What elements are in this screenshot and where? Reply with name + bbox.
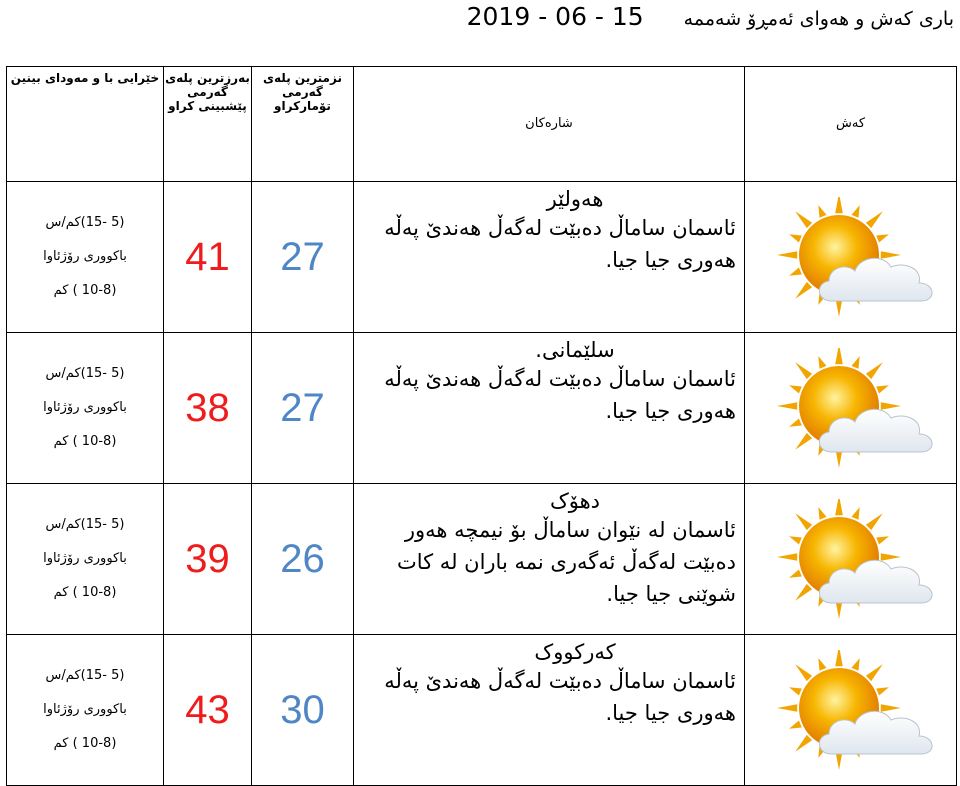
wind-cell bbox=[7, 484, 164, 635]
sun-ray bbox=[865, 513, 882, 530]
city-name: هەولێر bbox=[546, 187, 604, 211]
wind-speed: (5 -15)کم/س bbox=[45, 366, 125, 381]
weather-icon-cell bbox=[745, 333, 957, 484]
sun-ray bbox=[818, 356, 826, 369]
sun-ray bbox=[789, 419, 802, 427]
forecast-description: ئاسمان ساماڵ دەبێت لەگەڵ هەندێ پەڵە هەوری جیا جیا. bbox=[384, 669, 736, 725]
sun-ray bbox=[795, 211, 812, 228]
city-cell bbox=[354, 635, 745, 786]
min-temp: 26 bbox=[252, 484, 354, 635]
sun-cloud-icon bbox=[759, 197, 943, 317]
sun-ray bbox=[795, 282, 812, 299]
sun-ray bbox=[876, 385, 889, 393]
wind-speed: (5 -15)کم/س bbox=[45, 215, 125, 230]
wind-direction: باکووری رۆژئاوا bbox=[43, 400, 127, 415]
city-name: کەرکووک bbox=[534, 640, 616, 664]
header-weather: کەش bbox=[745, 67, 957, 182]
sun-ray bbox=[880, 402, 900, 410]
visibility: (10-8 ) کم bbox=[53, 736, 117, 751]
page-title bbox=[340, 2, 960, 36]
max-temp: 38 bbox=[164, 333, 252, 484]
sun-ray bbox=[795, 735, 812, 752]
table-row bbox=[7, 635, 957, 786]
sun-ray bbox=[835, 499, 843, 515]
city-name: دهۆک bbox=[549, 489, 601, 513]
forecast-description: ئاسمان لە نێوان ساماڵ بۆ نیمچە هەور دەبێت لەگەڵ ئەگەری نمە باران لە کات شوێنی جیا جیا. bbox=[396, 518, 736, 606]
visibility: (10-8 ) کم bbox=[53, 283, 117, 298]
sun-ray bbox=[880, 553, 900, 561]
sun-ray bbox=[880, 251, 900, 259]
sun-ray bbox=[789, 268, 802, 276]
wind-cell bbox=[7, 333, 164, 484]
sun-ray bbox=[777, 402, 797, 410]
sun-ray bbox=[789, 234, 802, 242]
header-wind: خێرایی با و مەودای بینین bbox=[7, 67, 164, 182]
weather-icon-cell bbox=[745, 635, 957, 786]
wind-speed: (5 -15)کم/س bbox=[45, 517, 125, 532]
sun-ray bbox=[795, 433, 812, 450]
city-cell bbox=[354, 182, 745, 333]
table-row bbox=[7, 182, 957, 333]
min-temp: 30 bbox=[252, 635, 354, 786]
sun-ray bbox=[795, 584, 812, 601]
sun-ray bbox=[865, 211, 882, 228]
sun-ray bbox=[835, 650, 843, 666]
sun-ray bbox=[789, 687, 802, 695]
sun-ray bbox=[876, 536, 889, 544]
visibility: (10-8 ) کم bbox=[53, 434, 117, 449]
sun-ray bbox=[818, 658, 826, 671]
sun-ray bbox=[818, 205, 826, 218]
header-row bbox=[7, 67, 957, 182]
sun-ray bbox=[851, 205, 859, 218]
sun-ray bbox=[777, 553, 797, 561]
sun-ray bbox=[851, 658, 859, 671]
min-temp: 27 bbox=[252, 333, 354, 484]
wind-direction: باکووری رۆژئاوا bbox=[43, 249, 127, 264]
sun-ray bbox=[880, 704, 900, 712]
sun-ray bbox=[789, 721, 802, 729]
header-cities: شارەکان bbox=[354, 67, 745, 182]
min-temp: 27 bbox=[252, 182, 354, 333]
sun-ray bbox=[795, 513, 812, 530]
sun-ray bbox=[876, 687, 889, 695]
sun-cloud-icon bbox=[759, 650, 943, 770]
forecast-description: ئاسمان ساماڵ دەبێت لەگەڵ هەندێ پەڵە هەوری جیا جیا. bbox=[384, 216, 736, 272]
sun-ray bbox=[789, 570, 802, 578]
sun-ray bbox=[777, 251, 797, 259]
sun-ray bbox=[851, 507, 859, 520]
title-text: باری کەش و هەوای ئەمڕۆ شەممە bbox=[683, 8, 954, 30]
weather-icon-cell bbox=[745, 484, 957, 635]
sun-ray bbox=[835, 348, 843, 364]
city-cell bbox=[354, 333, 745, 484]
sun-ray bbox=[789, 385, 802, 393]
title-date: 2019 - 06 - 15 bbox=[466, 2, 644, 31]
forecast-table bbox=[6, 66, 957, 786]
header-max: بەرزترین پلەی گەرمی پێشبینی کراو bbox=[164, 67, 252, 182]
city-name: سلێمانی. bbox=[535, 338, 615, 362]
wind-direction: باکووری رۆژئاوا bbox=[43, 702, 127, 717]
sun-ray bbox=[835, 197, 843, 213]
sun-ray bbox=[795, 664, 812, 681]
sun-cloud-icon bbox=[759, 348, 943, 468]
sun-ray bbox=[851, 356, 859, 369]
sun-cloud-icon bbox=[759, 499, 943, 619]
table-row bbox=[7, 333, 957, 484]
max-temp: 41 bbox=[164, 182, 252, 333]
wind-cell bbox=[7, 182, 164, 333]
max-temp: 39 bbox=[164, 484, 252, 635]
wind-direction: باکووری رۆژئاوا bbox=[43, 551, 127, 566]
sun-ray bbox=[789, 536, 802, 544]
sun-ray bbox=[795, 362, 812, 379]
table-row bbox=[7, 484, 957, 635]
visibility: (10-8 ) کم bbox=[53, 585, 117, 600]
sun-ray bbox=[865, 664, 882, 681]
sun-ray bbox=[818, 507, 826, 520]
wind-cell bbox=[7, 635, 164, 786]
wind-speed: (5 -15)کم/س bbox=[45, 668, 125, 683]
sun-ray bbox=[777, 704, 797, 712]
city-cell bbox=[354, 484, 745, 635]
sun-ray bbox=[865, 362, 882, 379]
sun-ray bbox=[876, 234, 889, 242]
forecast-description: ئاسمان ساماڵ دەبێت لەگەڵ هەندێ پەڵە هەوری جیا جیا. bbox=[384, 367, 736, 423]
max-temp: 43 bbox=[164, 635, 252, 786]
weather-icon-cell bbox=[745, 182, 957, 333]
header-min: نزمترین پلەی گەرمی تۆمارکراو bbox=[252, 67, 354, 182]
